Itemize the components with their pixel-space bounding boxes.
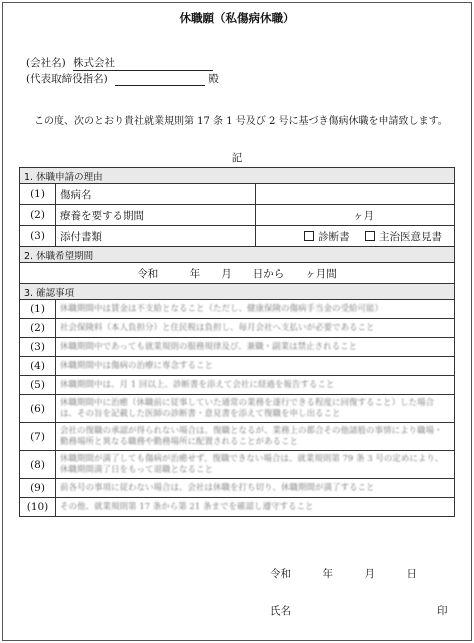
confirm-text: その他、就業規則第 17 条から第 21 条までを確認し遵守すること [56, 498, 455, 517]
confirm-row [20, 376, 455, 395]
representative-line [26, 71, 219, 86]
row-number: (4) [20, 357, 56, 376]
ki-heading: 記 [231, 152, 243, 164]
row-number: (8) [20, 451, 56, 479]
leave-period-field[interactable]: 令和 年 月 日から ヶ月間 [20, 263, 455, 284]
medical-certificate-label: 診断書 [318, 230, 350, 243]
confirm-row [20, 498, 455, 517]
seal-mark: 印 [437, 605, 448, 617]
confirm-text: 休職期間中に治癒（休職前に従事していた通常の業務を遂行できる程度に回復すること）した場合は、その旨を記載した医師の診断書・意見書を添えて復職を申し出ること [56, 395, 455, 423]
confirm-row [20, 451, 455, 479]
section-reason-title: 1. 休職申請の理由 [20, 168, 455, 184]
row-number: (2) [20, 205, 56, 226]
confirm-text: 社会保険料（本人負担分）と住民税は負担し、毎月会社へ支払いが必要であること [56, 319, 455, 338]
attachments-options [255, 226, 455, 247]
intro-text: この度、次のとおり貴社就業規則第 17 条 1 号及び 2 号に基づき傷病休職を申請致します。 [34, 116, 448, 127]
row-number: (5) [20, 376, 56, 395]
applicant-name-label: 氏名 [270, 605, 291, 617]
company-line [26, 55, 213, 71]
row-number: (9) [20, 479, 56, 498]
row-number: (3) [20, 338, 56, 357]
section-period-title: 2. 休職希望期間 [20, 247, 455, 263]
confirm-text: 休職期間が満了しても傷病が治癒せず、復職できない場合は、就業規則第 79 条 3 号の定めにより、休職期間満了日をもって退職となること [56, 451, 455, 479]
treatment-period-label: 療養を要する期間 [56, 205, 256, 226]
section-period [20, 247, 455, 263]
doctor-opinion-checkbox[interactable] [365, 231, 375, 241]
application-date[interactable]: 令和 年 月 日 [270, 568, 417, 580]
confirm-row [20, 423, 455, 451]
representative-field[interactable] [115, 73, 205, 86]
reason-row [20, 184, 455, 205]
confirm-text: 休職期間中は傷病の治療に専念すること [56, 357, 455, 376]
attachments-label: 添付書類 [56, 226, 256, 247]
confirm-row [20, 338, 455, 357]
document-title: 休職願（私傷病休職） [179, 11, 295, 25]
illness-name-field[interactable] [255, 184, 455, 205]
section-reason [20, 168, 455, 184]
row-number: (7) [20, 423, 56, 451]
row-number: (1) [20, 184, 56, 205]
row-number: (10) [20, 498, 56, 517]
illness-name-label: 傷病名 [56, 184, 256, 205]
doctor-opinion-label: 主治医意見書 [379, 230, 442, 243]
treatment-period-field[interactable]: ヶ月 [255, 205, 455, 226]
period-row [20, 263, 455, 284]
confirm-row [20, 300, 455, 319]
company-name: 株式会社 [73, 57, 116, 69]
confirm-row [20, 319, 455, 338]
section-confirm-title: 3. 確認事項 [20, 284, 455, 300]
section-confirm [20, 284, 455, 300]
company-field[interactable] [73, 55, 213, 71]
confirm-row [20, 479, 455, 498]
medical-certificate-checkbox[interactable] [304, 231, 314, 241]
confirm-row [20, 395, 455, 423]
reason-row [20, 205, 455, 226]
confirm-text: 休職期間中は賃金は不支給となること（ただし、健康保険の傷病手当金の受給可能） [56, 300, 455, 319]
row-number: (3) [20, 226, 56, 247]
representative-suffix: 殿 [208, 73, 219, 85]
row-number: (2) [20, 319, 56, 338]
confirm-row [20, 357, 455, 376]
company-label: (会社名) [26, 57, 66, 69]
row-number: (1) [20, 300, 56, 319]
confirm-text: 休職期間中であっても就業規則の服務規律及び、兼職・副業は禁止されること [56, 338, 455, 357]
row-number: (6) [20, 395, 56, 423]
confirm-text: 前各号の事項に従わない場合は、会社は休職を打ち切り、休職期間が満了すること [56, 479, 455, 498]
confirm-text: 会社の復職の承認が得られない場合は、復職となるが、業務上の都合その他諸般の事情により職場・勤務場所と異なる職務や勤務場所に配置されることがあること [56, 423, 455, 451]
reason-row [20, 226, 455, 247]
application-table [19, 167, 455, 517]
applicant-name-field[interactable] [300, 603, 430, 616]
confirm-text: 休職期間中は、月 1 回以上、診断書を添えて会社に経過を報告すること [56, 376, 455, 395]
representative-label: (代表取締役指名) [26, 73, 108, 85]
